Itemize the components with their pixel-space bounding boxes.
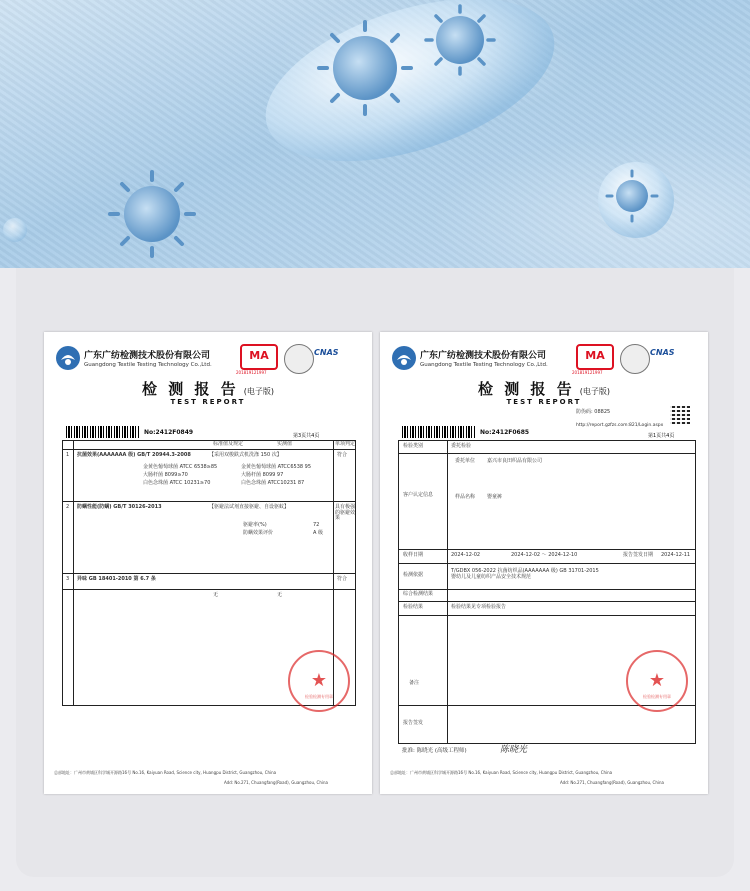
row-value: 2024-12-02 — [451, 552, 481, 558]
footer-address-en: Add: No.271, Chuangfang(Road), Guangzhou, China — [560, 780, 664, 785]
row-verdict: 符合 — [337, 452, 348, 458]
row-value: 婴童裤 — [487, 494, 503, 500]
row-label: 综合检测结果 — [403, 591, 434, 597]
anti-fake-code: 防伪码: 08825 — [576, 409, 611, 415]
row-index: 2 — [66, 504, 70, 510]
row-method: 【采用双梭跌式机洗涤 150 次】 — [209, 452, 282, 458]
report-title-cn: 检 测 报 告 — [141, 380, 239, 398]
col-header-measured: 实测值 — [277, 441, 293, 447]
report-title-sub: (电子版) — [243, 387, 274, 396]
company-logo-icon — [56, 346, 80, 370]
row-value: 委托检验 — [451, 443, 472, 449]
seal-star-icon: ★ — [310, 670, 328, 691]
report-number: No:2412F0685 — [480, 429, 530, 436]
row-label: 样品名称 — [455, 494, 476, 500]
row-value: 检验结果见专项检验报告 — [451, 604, 507, 610]
cnas-logo: CNAS — [650, 348, 675, 357]
report-title-cn: 检 测 报 告 — [477, 380, 575, 398]
company-logo-icon — [392, 346, 416, 370]
row-label: 报告签发日期 — [623, 552, 654, 558]
report-title — [380, 378, 708, 399]
footer-address: 总部地址：广州市黄埔区科学城开源路16号 No.16, Kaiyuan Road, Science city, Huangpu District, Guangzhou, China — [390, 770, 613, 775]
ilac-mra-logo-icon — [284, 344, 314, 374]
company-name-en: Guangdong Textile Testing Technology Co.,Ltd. — [84, 362, 212, 368]
col-header-standard: 标准值及规定 — [213, 441, 244, 447]
ilac-mra-logo-icon — [620, 344, 650, 374]
footer-address: 总部地址：广州市黄埔区科学城开源路16号 No.16, Kaiyuan Road, Science city, Huangpu District, Guangzhou, China — [54, 770, 277, 775]
virus-small-left — [110, 172, 194, 256]
cnas-logo: CNAS — [314, 348, 339, 357]
row-value: 白色念珠菌 ATCC10231 87 — [241, 480, 305, 486]
row-item: 金黄色葡萄球菌 ATCC 6538≥85 — [143, 464, 218, 470]
row-value: 2024-12-11 — [661, 552, 691, 558]
row-method: 【驱避法试剂直接驱避、自设驱蚊】 — [209, 504, 290, 510]
cma-number: 201819121997 — [572, 370, 603, 375]
cma-mark: MA — [576, 344, 614, 370]
company-name-cn: 广东广纺检测技术股份有限公司 — [420, 351, 547, 361]
row-value: A 级 — [313, 530, 324, 536]
row-value: T/GDBX 056-2022 抗菌纺织品(AAAAAAA 级) GB 31701-2015 婴幼儿及儿童纺织产品安全技术规范 — [451, 568, 599, 580]
company-name-en: Guangdong Textile Testing Technology Co.,Ltd. — [420, 362, 548, 368]
row-item: 防螨效果评价 — [243, 530, 274, 536]
col-header-verdict: 单项判定 — [335, 441, 356, 447]
antibacterial-hero-image — [0, 0, 750, 268]
row-index: 1 — [66, 452, 70, 458]
test-report-page-3 — [44, 332, 372, 794]
row-index: 3 — [66, 576, 70, 582]
report-barcode — [402, 426, 476, 438]
row-item: 防螨性能(防螨) GB/T 30126-2013 — [77, 504, 162, 510]
report-title — [44, 378, 372, 399]
row-item: 驱避率(%) — [243, 522, 267, 528]
test-report-page-1 — [380, 332, 708, 794]
row-label: 客户认定信息 — [403, 492, 434, 498]
row-label: 收样日期 — [403, 552, 424, 558]
report-header — [52, 342, 364, 376]
official-seal — [288, 650, 350, 712]
row-label: 检验类别 — [403, 443, 424, 449]
row-value: 金黄色葡萄球菌 ATCC6538 95 — [241, 464, 312, 470]
virus-illustration — [0, 0, 750, 268]
virus-medium — [426, 6, 494, 74]
report-title-sub: (电子版) — [579, 387, 610, 396]
verification-qr-code-icon — [670, 404, 690, 424]
row-value: 嘉兴市良田织品有限公司 — [487, 458, 543, 464]
page-indicator: 第3页共4页 — [293, 433, 320, 439]
report-title-en: TEST REPORT — [170, 398, 246, 406]
cma-mark: MA — [240, 344, 278, 370]
row-item: 大肠杆菌 8099≥70 — [143, 472, 188, 478]
seal-text: 检验检测专用章 — [643, 694, 671, 699]
verify-url: http://report.gzfzs.com:821/Login.aspx — [576, 423, 664, 428]
company-name-cn: 广东广纺检测技术股份有限公司 — [84, 351, 211, 361]
report-title-en: TEST REPORT — [506, 398, 582, 406]
row-value: 72 — [313, 522, 320, 528]
approver-signature: 陈晓光 — [500, 745, 528, 755]
report-barcode — [66, 426, 140, 438]
result-none: 无 — [213, 592, 219, 598]
approver: 批准: 陈晓光 (高级工程师) — [402, 748, 467, 754]
row-label: 检验结果 — [403, 604, 424, 610]
row-value: 2024-12-02 ～ 2024-12-10 — [511, 552, 578, 558]
seal-star-icon: ★ — [648, 670, 666, 691]
row-verdict: 具有极强的驱避效果 — [335, 504, 356, 521]
seal-text: 检验检测专用章 — [305, 694, 333, 699]
row-verdict: 符合 — [337, 576, 348, 582]
official-seal — [626, 650, 688, 712]
row-label: 委托单位 — [455, 458, 476, 464]
footer-address-en: Add: No.271, Chuangfang(Road), Guangzhou, China — [224, 780, 328, 785]
row-item: 异味 GB 18401-2010 第 6.7 条 — [77, 576, 156, 582]
row-item: 抗菌效果(AAAAAAA 级) GB/T 20944.3-2008 — [77, 452, 191, 458]
report-number: No:2412F0849 — [144, 429, 194, 436]
row-label: 报告签发 — [403, 720, 424, 726]
row-value: 大肠杆菌 8099 97 — [241, 472, 284, 478]
cma-number: 201819121997 — [236, 370, 267, 375]
result-none: 无 — [277, 592, 283, 598]
row-label: 备注 — [409, 680, 420, 686]
row-item: 白色念珠菌 ATCC 10231≥70 — [143, 480, 211, 486]
page-indicator: 第1页共4页 — [648, 433, 675, 439]
report-header — [388, 342, 700, 376]
row-label: 检测依据 — [403, 572, 424, 578]
